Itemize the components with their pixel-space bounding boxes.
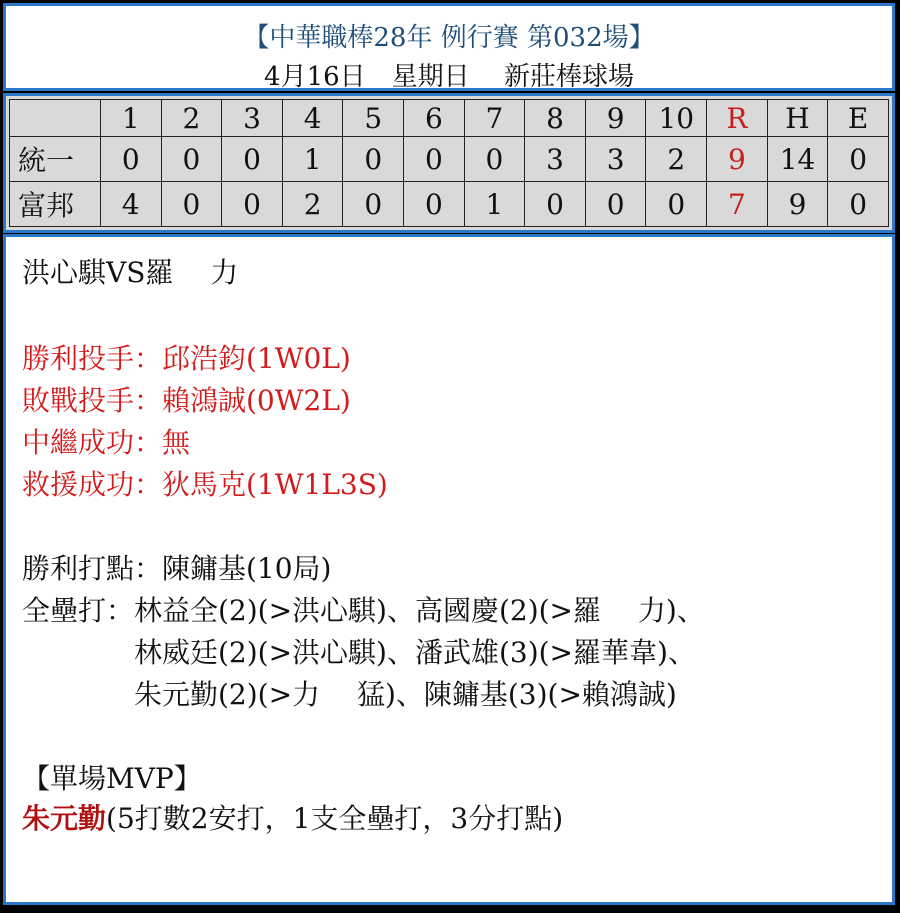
- inning-score: 0: [646, 182, 707, 227]
- errors-header-cell: E: [828, 100, 889, 137]
- runs-header-cell: R: [707, 100, 768, 137]
- game-header: [3, 3, 895, 91]
- inning-score: 0: [404, 182, 465, 227]
- inning-score: 2: [282, 182, 343, 227]
- losing-pitcher: 敗戰投手：賴鴻誠(0W2L): [22, 384, 351, 417]
- inning-score: 0: [343, 137, 404, 182]
- game-title: 【中華職棒28年 例行賽 第032場】: [243, 23, 655, 53]
- winning-rbi: 勝利打點：陳鏞基(10局): [22, 552, 332, 585]
- homerun-line: 全壘打：林益全(2)(>洪心騏)、高國慶(2)(>羅 力)、: [22, 594, 705, 627]
- starting-pitchers-matchup: 洪心騏VS羅 力: [22, 256, 239, 289]
- header-cell: 2: [161, 100, 222, 137]
- header-cell: 5: [343, 100, 404, 137]
- inning-score: 3: [525, 137, 586, 182]
- header-cell: 6: [404, 100, 465, 137]
- header-cell: 3: [222, 100, 283, 137]
- header-cell: 7: [464, 100, 525, 137]
- hits-total: 9: [767, 182, 828, 227]
- errors-total: 0: [828, 137, 889, 182]
- inning-score: 0: [161, 137, 222, 182]
- header-cell: 9: [585, 100, 646, 137]
- inning-score: 3: [585, 137, 646, 182]
- line-score-table: [9, 99, 889, 227]
- mvp-line: [22, 797, 563, 837]
- inning-score: 0: [343, 182, 404, 227]
- mvp-name: 朱元勤: [22, 802, 107, 835]
- inning-score: 0: [464, 137, 525, 182]
- inning-score: 1: [464, 182, 525, 227]
- team-row-home: [10, 182, 889, 227]
- hits-total: 14: [767, 137, 828, 182]
- inning-score: 0: [585, 182, 646, 227]
- inning-score: 0: [404, 137, 465, 182]
- save: 救援成功：狄馬克(1W1L3S): [22, 468, 388, 501]
- inning-score: 0: [222, 182, 283, 227]
- inning-score: 0: [525, 182, 586, 227]
- mvp-header: 【單場MVP】: [22, 762, 202, 795]
- homerun-line: 林威廷(2)(>洪心騏)、潘武雄(3)(>羅華韋)、: [22, 636, 696, 669]
- team-name: 富邦: [10, 182, 101, 227]
- inning-score: 0: [101, 137, 162, 182]
- header-cell: 10: [646, 100, 707, 137]
- game-details: [3, 234, 895, 905]
- scoreboard: [3, 93, 895, 233]
- inning-score: 4: [101, 182, 162, 227]
- inning-header-row: [10, 100, 889, 137]
- game-date-venue: 4月16日 星期日 新莊棒球場: [264, 62, 634, 92]
- hold: 中繼成功：無: [22, 426, 191, 459]
- inning-score: 1: [282, 137, 343, 182]
- header-cell: 8: [525, 100, 586, 137]
- runs-total: 7: [707, 182, 768, 227]
- homerun-line: 朱元勤(2)(>力 猛)、陳鏞基(3)(>賴鴻誠): [22, 678, 677, 711]
- header-cell: 4: [282, 100, 343, 137]
- header-cell: 1: [101, 100, 162, 137]
- inning-score: 0: [161, 182, 222, 227]
- inning-score: 2: [646, 137, 707, 182]
- mvp-stats: (5打數2安打，1支全壘打，3分打點): [106, 802, 564, 835]
- runs-total: 9: [707, 137, 768, 182]
- corner-cell: [10, 100, 101, 137]
- hits-header-cell: H: [767, 100, 828, 137]
- winning-pitcher: 勝利投手：邱浩鈞(1W0L): [22, 342, 351, 375]
- team-row-away: [10, 137, 889, 182]
- team-name: 統一: [10, 137, 101, 182]
- errors-total: 0: [828, 182, 889, 227]
- inning-score: 0: [222, 137, 283, 182]
